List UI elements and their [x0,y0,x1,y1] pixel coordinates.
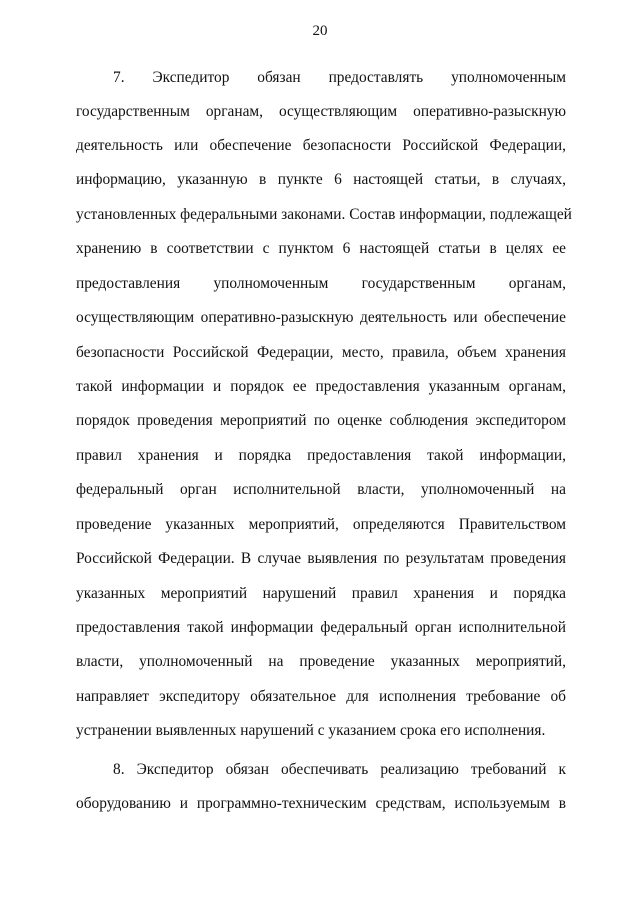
paragraph-7-line-11: порядок проведения мероприятий по оценке соблюдения экспедитором [76,412,566,429]
paragraph-7-line-3: деятельность или обеспечение безопасности Российской Федерации, [76,137,566,154]
paragraph-7-line-5: установленных федеральными законами. Состав информации, подлежащей [76,206,572,223]
paragraph-7-line-6: хранению в соответствии с пунктом 6 настоящей статьи в целях ее [76,240,566,257]
paragraph-7-line-18: власти, уполномоченный на проведение указанных мероприятий, [76,653,566,670]
paragraph-7-line-19: направляет экспедитору обязательное для исполнения требование об [76,688,566,705]
paragraph-7-line-17: предоставления такой информации федеральный орган исполнительной [76,619,566,636]
paragraph-7-line-16: указанных мероприятий нарушений правил хранения и порядка [76,585,566,602]
paragraph-7-line-4: информацию, указанную в пункте 6 настоящей статьи, в случаях, [76,171,566,188]
paragraph-7-line-12: правил хранения и порядка предоставления такой информации, [76,447,566,464]
paragraph-7-line-10: такой информации и порядок ее предоставления указанным органам, [76,378,566,395]
paragraph-7-line-14: проведение указанных мероприятий, определяются Правительством [76,516,566,533]
paragraph-7-line-15: Российской Федерации. В случае выявления по результатам проведения [76,550,566,567]
page-number: 20 [312,23,328,39]
paragraph-7-line-1: 7. Экспедитор обязан предоставлять уполномоченным [113,69,566,86]
paragraph-7-line-9: безопасности Российской Федерации, место, правила, объем хранения [76,344,566,361]
paragraph-7-line-20: устранении выявленных нарушений с указанием срока его исполнения. [76,722,546,739]
paragraph-8-line-1: 8. Экспедитор обязан обеспечивать реализацию требований к [113,761,566,778]
paragraph-8-line-2: оборудованию и программно-техническим средствам, используемым в [76,795,566,812]
paragraph-7-line-8: осуществляющим оперативно-разыскную деятельность или обеспечение [76,309,566,326]
paragraph-7-line-13: федеральный орган исполнительной власти, уполномоченный на [76,481,566,498]
paragraph-7-line-7: предоставления уполномоченным государственным органам, [76,275,566,292]
paragraph-7-line-2: государственным органам, осуществляющим оперативно-разыскную [76,103,566,120]
